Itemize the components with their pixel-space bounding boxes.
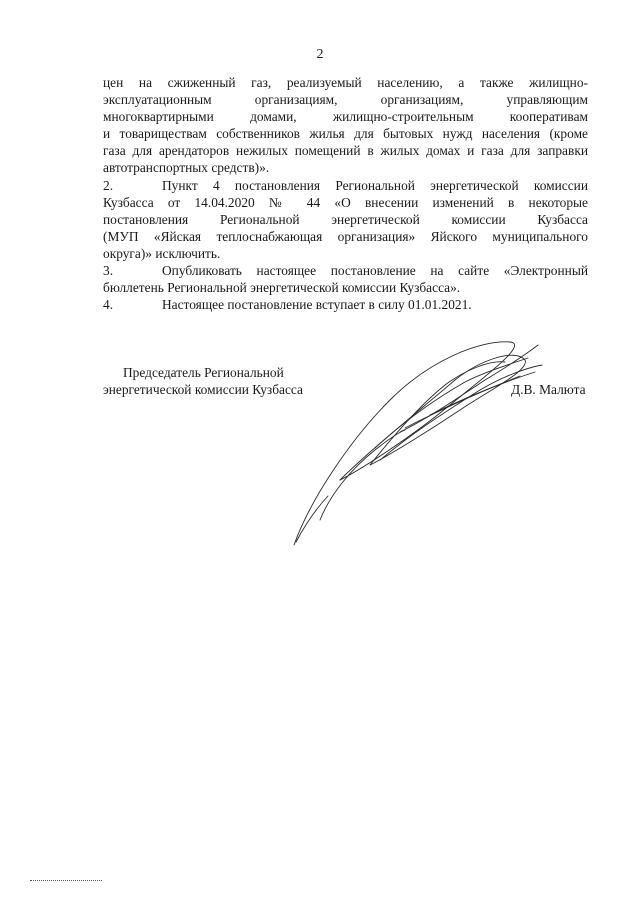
item-first-line: [103, 262, 588, 279]
continued-paragraph: [103, 74, 588, 177]
signer-name: Д.В. Малюта: [511, 382, 586, 397]
paragraph-line: цен на сжиженный газ, реализуемый населению, а также жилищно-: [103, 75, 588, 90]
position-line-2: энергетической комиссии Кузбасса: [103, 382, 303, 398]
position-line-1: Председатель Региональной: [123, 365, 284, 380]
item-line: постановления Региональной энергетической комиссии Кузбасса: [103, 212, 588, 228]
item-line: Кузбасса от 14.04.2020 № 44 «О внесении изменений в некоторые: [103, 195, 588, 211]
item-text: Настоящее постановление вступает в силу 01.01.2021.: [162, 297, 472, 312]
item-line: (МУП «Яйская теплоснабжающая организация» Яйского муниципального: [103, 229, 588, 245]
item-number: 4.: [103, 297, 114, 312]
footer-mark: [30, 880, 102, 883]
list-item-4: [103, 296, 588, 313]
paragraph-line: многоквартирными домами, жилищно-строительным кооперативам: [103, 109, 588, 125]
signatory-position: [103, 364, 303, 398]
item-number: 2.: [103, 178, 114, 193]
list-item-2: [103, 177, 588, 262]
item-first-line: [103, 177, 588, 194]
item-number: 3.: [103, 263, 114, 278]
item-line: округа)» исключить.: [103, 246, 221, 262]
page-number: 2: [316, 47, 324, 62]
paragraph-line: газа для арендаторов нежилых помещений в жилых домах и газа для заправки: [103, 143, 588, 159]
item-line: бюллетень Региональной энергетической комиссии Кузбасса».: [103, 280, 461, 296]
item-first-line: [103, 296, 588, 313]
handwritten-signature: [280, 320, 560, 560]
paragraph-line: автотранспортных средств)».: [103, 160, 270, 176]
item-text: Пункт 4 постановления Региональной энергетической комиссии: [162, 178, 588, 193]
item-text: Опубликовать настоящее постановление на сайте «Электронный: [162, 263, 588, 278]
paragraph-line: и товариществам собственников жилья для бытовых нужд населения (кроме: [103, 126, 588, 142]
list-item-3: [103, 262, 588, 296]
paragraph-line: эксплуатационным организациям, организациям, управляющим: [103, 92, 588, 108]
